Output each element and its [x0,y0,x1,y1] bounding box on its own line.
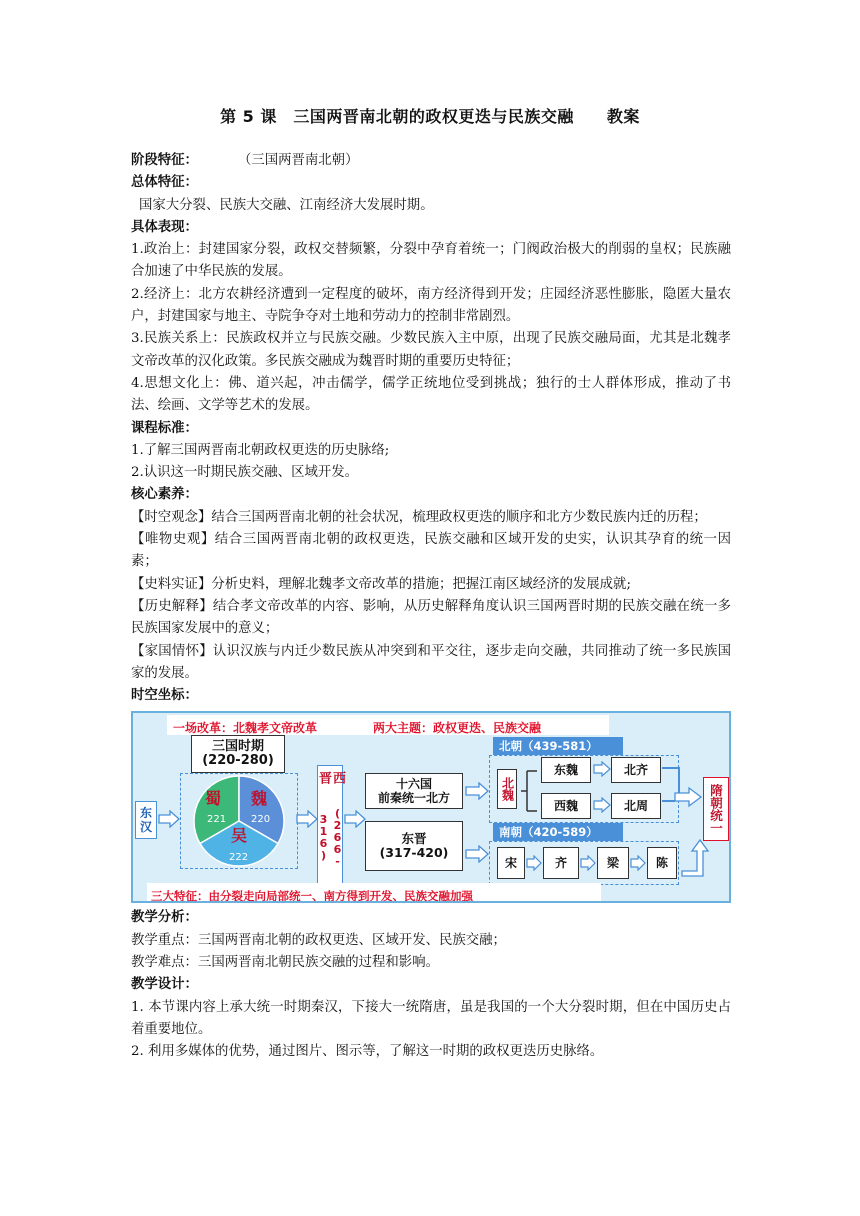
chen-label: 陈 [655,856,668,871]
timeline-heading: 时空坐标： [131,688,198,704]
arrow-icon [630,855,646,871]
standards-item: 1.了解三国两晋南北朝政权更迭的历史脉络; [131,442,390,458]
dongjin-label: 东晋 [401,831,427,847]
bracket-icon [519,763,539,819]
qi-box [543,847,579,879]
beiwei-label: 北魏 [500,777,515,802]
dongwei-box [541,757,591,783]
arrow-icon [296,810,318,828]
design-heading: 教学设计： [131,977,198,993]
shu-year: 221 [207,814,227,826]
beiwei-box [497,769,517,809]
features-label: 三大特征：由分裂走向局部统一、南方得到开发、民族交融加强 [151,889,473,904]
stage-line [131,150,731,172]
arrow-icon [344,810,366,828]
xiwei-box [541,793,591,819]
dongjin-years: (317-420) [379,845,449,861]
dongjin-box [365,821,463,871]
wu-label: 吴 [231,826,248,846]
performance-item: 1.政治上：封建国家分裂，政权交替频繁，分裂中孕育着统一；门阀政治极大的削弱的皇权；民族融合加速了中华民族的发展。 [131,242,731,280]
xiwei-label: 西魏 [553,799,578,814]
liang-label: 梁 [606,856,619,871]
beizhou-label: 北周 [623,799,648,814]
wu-year: 222 [229,852,249,864]
design-item: 2. 利用多媒体的优势，通过图片、图示等，了解这一时期的政权更迭历史脉络。 [131,1044,604,1060]
northern-dynasties-header: 北朝（439-581） [493,737,623,755]
converge-arrow-icon [661,763,703,817]
arrow-icon [593,761,611,777]
performance-heading: 具体表现： [131,219,198,235]
stage-label: 阶段特征： [131,153,198,168]
performance-item: 2.经济上：北方农耕经济遭到一定程度的破坏，南方经济得到开发；庄园经济恶性膨胀，隐匿大量农户，封建国家与地主、寺院争夺对土地和劳动力的控制非常剧烈。 [131,286,731,325]
literacy-item: 【史料实证】分析史料，理解北魏孝文帝改革的措施；把握江南区域经济的发展成就; [131,576,631,592]
donghan-label: 东汉 [139,806,152,835]
up-arrow-icon [681,837,709,877]
liang-box [597,847,629,879]
arrow-icon [526,855,542,871]
chen-box [647,847,677,879]
arrow-icon [465,782,489,800]
xijin-years: (266-316) [317,806,344,867]
qianqin-label: 前秦统一北方 [377,791,450,806]
stage-value: （三国两晋南北朝） [237,153,359,168]
qi-label: 齐 [554,856,567,871]
literacy-heading: 核心素养： [131,487,198,503]
wei-label: 魏 [251,789,268,809]
performance-item: 3.民族关系上：民族政权并立与民族交融。少数民族入主中原，出现了民族交融局面，尤其是北魏孝文帝改革的汉化政策。多民族交融成为魏晋时期的重要历史特征； [131,331,731,369]
overall-heading: 总体特征： [131,175,198,191]
song-box [497,847,525,879]
arrow-icon [580,855,596,871]
literacy-item: 【时空观念】结合三国两晋南北朝的社会状况，梳理政权更迭的顺序和北方少数民族内迁的历程； [131,509,707,525]
wei-year: 220 [251,814,271,826]
arrow-icon [158,810,180,828]
analysis-item: 教学重点：三国两晋南北朝的政权更迭、区域开发、民族交融； [131,932,506,948]
timeline-diagram [131,711,731,903]
literacy-item: 【家国情怀】认识汉族与内迁少数民族从冲突到和平交往，逐步走向交融，共同推动了统一多民族国家的发展。 [131,643,731,681]
performance-item: 4.思想文化上：佛、道兴起，冲击儒学，儒学正统地位受到挑战；独行的士人群体形成，推动了书法、绘画、文学等艺术的发展。 [131,375,731,414]
song-label: 宋 [504,856,517,871]
standards-item: 2.认识这一时期民族交融、区域开发。 [131,465,359,481]
dongwei-label: 东魏 [553,763,578,778]
three-kingdoms-years: (220-280) [202,753,274,769]
arrow-icon [465,845,489,863]
sui-label: 隋朝统一 [708,784,724,835]
arrow-icon [593,797,611,813]
beizhou-box [611,793,661,819]
donghan-box [135,801,157,839]
overall-text: 国家大分裂、民族大交融、江南经济大发展时期。 [139,197,434,213]
analysis-heading: 教学分析： [131,910,198,926]
xijin-box [317,765,343,885]
three-kingdoms-title: 三国时期 [211,739,264,755]
southern-dynasties-header: 南朝（420-589） [493,823,623,841]
reform-label: 一场改革：北魏孝文帝改革 [173,721,318,736]
design-item: 1. 本节课内容上承大统一时期秦汉，下接大一统隋唐，虽是我国的一个大分裂时期，但在中国历史占着重要地位。 [131,999,731,1037]
lesson-content [131,150,731,1064]
sui-box [703,777,729,841]
three-kingdoms-box [191,735,285,773]
literacy-item: 【唯物史观】结合三国两晋南北朝的政权更迭，民族交融和区域开发的史实，认识其孕育的统一因素； [131,532,731,570]
standards-heading: 课程标准： [131,420,198,436]
literacy-item: 【历史解释】结合孝文帝改革的内容、影响，从历史解释角度认识三国两晋时期的民族交融在统一多民族国家发展中的意义； [131,598,731,637]
sixteen-kingdoms-box [365,773,463,809]
themes-label: 两大主题：政权更迭、民族交融 [373,721,542,736]
analysis-item: 教学难点：三国两晋南北朝民族交融的过程和影响。 [131,955,439,971]
page-title: 第 5 课 三国两晋南北朝的政权更迭与民族交融 教案 [220,107,640,126]
xijin-label: 西晋 [316,771,345,785]
sixteen-label: 十六国 [395,777,432,792]
beiqi-label: 北齐 [623,763,648,778]
shu-label: 蜀 [205,789,222,809]
beiqi-box [611,757,661,783]
